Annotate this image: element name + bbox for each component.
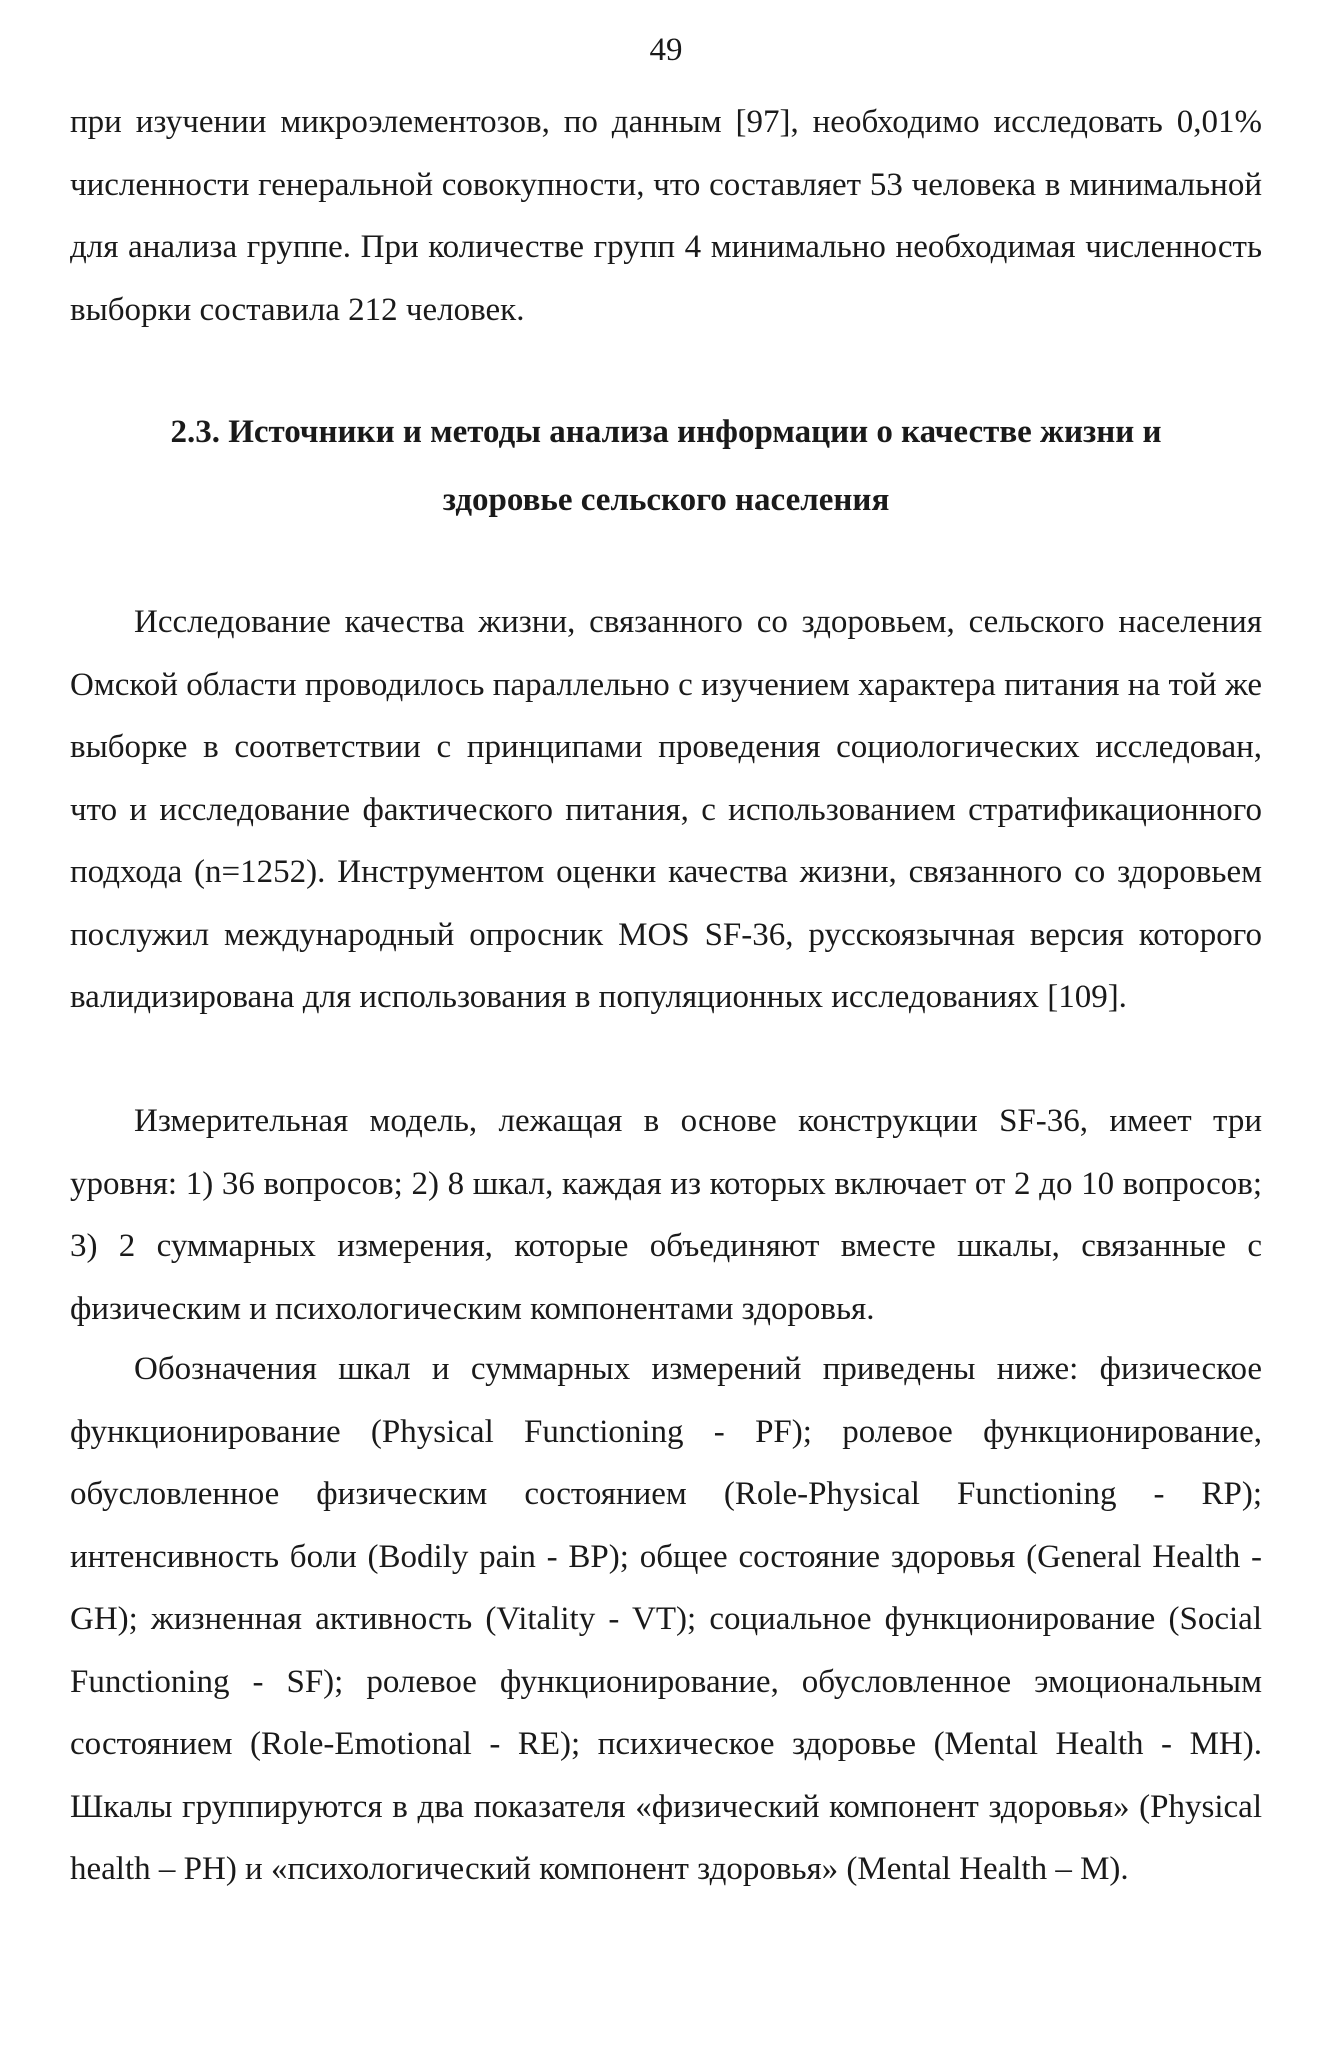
section-heading-line-2: здоровье сельского населения <box>442 482 890 518</box>
paragraph-scale-designations: Обозначения шкал и суммарных измерений приведены ниже: физическое функционирование (Physical Functioning - PF); ролевое функционирование, обусловленное физическим состоянием (Role-Physical Functioning - RP); интенсивность боли (Bodily pain - BP); общее состояние здоровья (General Health - GH); жизненная активность (Vitality - VT); социальное функционирование (Social Functioning - SF); ролевое функционирование, обусловленное эмоциональным состоянием (Role-Emotional - RE); психическое здоровье (Mental Health - MH). Шкалы группируются в два показателя «физический компонент здоровья» (Physical health – PH) и «психологический компонент здоровья» (Mental Health – M). <box>70 1351 1262 1887</box>
paragraph-intro-continuation: при изучении микроэлементозов, по данным [97], необходимо исследовать 0,01% численности генеральной совокупности, что составляет 53 человека в минимальной для анализа группе. При количестве групп 4 минимально необходимая численность выборки составила 212 человек. <box>70 104 1262 328</box>
page-number: 49 <box>649 32 683 68</box>
section-heading-line-1: 2.3. Источники и методы анализа информации о качестве жизни и <box>170 414 1162 450</box>
section-heading <box>70 398 1262 534</box>
paragraph-study-description: Исследование качества жизни, связанного со здоровьем, сельского населения Омской области проводилось параллельно с изучением характера питания на той же выборке в соответствии с принципами проведения социологических исследован, что и исследование фактического питания, с использованием стратификационного подхода (n=1252). Инструментом оценки качества жизни, связанного со здоровьем послужил международный опросник MOS SF-36, русскоязычная версия которого валидизирована для использования в популяционных исследованиях [109]. <box>70 604 1262 1015</box>
document-page <box>70 0 1262 2050</box>
paragraph-measurement-model: Измерительная модель, лежащая в основе конструкции SF-36, имеет три уровня: 1) 36 вопросов; 2) 8 шкал, каждая из которых включает от 2 до 10 вопросов; 3) 2 суммарных измерения, которые объединяют вместе шкалы, связанные с физическим и психологическим компонентами здоровья. <box>70 1103 1262 1327</box>
